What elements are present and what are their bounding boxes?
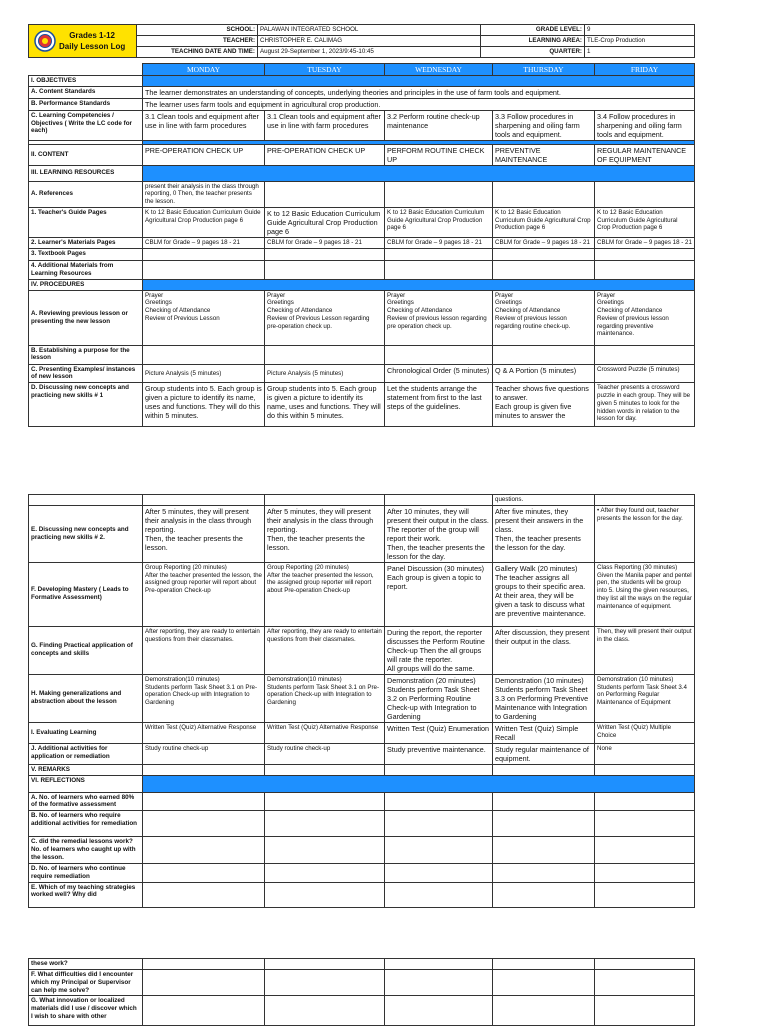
generalization-cell: Demonstration (10 minutes) Students perform Task Sheet 3.4 on Performing Regular Maintenance of Equipment: [595, 674, 695, 722]
teachers-guide-cell: K to 12 Basic Education Curriculum Guide Agricultural Crop Production page 6: [265, 207, 385, 237]
objectives-heading: I. OBJECTIVES: [29, 75, 143, 86]
generalization-cell: Demonstration(10 minutes) Students perform Task Sheet 3.1 on Pre-operation Check-up with Integration to Gardening: [143, 674, 265, 722]
content-cell: PRE-OPERATION CHECK UP: [143, 144, 265, 165]
corner-cell: [29, 63, 143, 75]
school-value: PALAWAN INTEGRATED SCHOOL: [258, 25, 481, 36]
performance-standards: The learner uses farm tools and equipment in agricultural crop production.: [143, 98, 695, 110]
procedures-label: IV. PROCEDURES: [29, 279, 143, 290]
mastery-cell: Class Reporting (30 minutes) Given the Manila paper and pentel pen, the students will be group into 5. Using the given resources, they list all the ways on the regular maintenance of equipment.: [595, 562, 695, 626]
application-label: G. Finding Practical application of concepts and skills: [29, 626, 143, 674]
presenting-cell: Q & A Portion (5 minutes): [493, 364, 595, 383]
page-3: [28, 958, 694, 1026]
additional-materials-label: 4. Additional Materials from Learning Resources: [29, 260, 143, 279]
reviewing-cell: Prayer Greetings Checking of Attendance Review of Previous Lesson: [143, 290, 265, 345]
discussing-1-cell: Let the students arrange the statement from first to the last steps of the guidelines.: [385, 383, 493, 427]
presenting-cell: Picture Analysis (5 minutes): [143, 364, 265, 383]
grade-label: GRADE LEVEL:: [481, 25, 585, 36]
quarter-label: QUARTER:: [481, 46, 585, 57]
procedures-bar: [143, 279, 695, 290]
learners-materials-cell: CBLM for Grade – 9 pages 18 - 21: [385, 237, 493, 248]
reviewing-label: A. Reviewing previous lesson or presenting the new lesson: [29, 290, 143, 345]
discussing-2-cell: After 5 minutes, they will present their analysis in the class through reporting. Then, the teacher presents the lesson.: [143, 505, 265, 562]
additional-activities-cell: None: [595, 743, 695, 764]
evaluating-cell: Written Test (Quiz) Alternative Response: [143, 722, 265, 743]
discussing-1-label: D. Discussing new concepts and practicing new skills # 1: [29, 383, 143, 427]
teacher-value: CHRISTOPHER E. CALIMAG: [258, 36, 481, 47]
presenting-cell: Crossword Puzzle (5 minutes): [595, 364, 695, 383]
learners-materials-label: 2. Learner's Materials Pages: [29, 237, 143, 248]
additional-activities-label: J. Additional activities for application or remediation: [29, 743, 143, 764]
reflection-a-label: A. No. of learners who earned 80% of the formative assessment: [29, 792, 143, 811]
reviewing-cell: Prayer Greetings Checking of Attendance Review of previous lesson regarding preventive maintenance.: [595, 290, 695, 345]
competency-cell: 3.1 Clean tools and equipment after use in line with farm procedures: [265, 110, 385, 140]
reflection-b-label: B. No. of learners who require additional activities for remediation: [29, 811, 143, 837]
quarter-value: 1: [585, 46, 695, 57]
additional-activities-cell: Study routine check-up: [143, 743, 265, 764]
content-cell: REGULAR MAINTENANCE OF EQUIPMENT: [595, 144, 695, 165]
page-1: [28, 24, 694, 427]
deped-seal-icon: [34, 30, 56, 52]
discussing-1-cell: Group students into 5. Each group is given a picture to identify its name, uses and functions. They will do this within 5 minutes.: [143, 383, 265, 427]
reflection-g-label: G. What innovation or localized materials did I use / discover which I wish to share with other: [29, 996, 143, 1026]
additional-activities-cell: Study preventive maintenance.: [385, 743, 493, 764]
purpose-label: B. Establishing a purpose for the lesson: [29, 345, 143, 364]
references-cell: present their analysis in the class through reporting, 0 Then, the teacher presents the lesson.: [143, 181, 265, 207]
teacher-label: TEACHER:: [137, 36, 258, 47]
teachers-guide-cell: K to 12 Basic Education Curriculum Guide Agricultural Crop Production page 6: [595, 207, 695, 237]
lesson-table-3: [28, 958, 695, 1026]
presenting-label: C. Presenting Examples/ instances of new lesson: [29, 364, 143, 383]
objectives-bar: [143, 75, 695, 86]
application-cell: During the report, the reporter discusses the Perform Routine Check-up Then the all groups will rate the reporter. All groups will do the same.: [385, 626, 493, 674]
discussing-2-cell: After 10 minutes, they will present their output in the class. The reporter of the group will report their work. Then, the teacher presents the lesson for the day.: [385, 505, 493, 562]
content-standards-label: A. Content Standards: [29, 86, 143, 98]
discussing-1-cell: Teacher presents a crossword puzzle in each group. They will be given 5 minutes to look for the hidden words in relation to the lesson for day.: [595, 383, 695, 427]
evaluating-cell: Written Test (Quiz) Alternative Response: [265, 722, 385, 743]
reflection-d-label: D. No. of learners who continue require remediation: [29, 863, 143, 882]
date-label: TEACHING DATE AND TIME:: [137, 46, 258, 57]
reflections-bar: [143, 775, 695, 792]
reflection-f-label: F. What difficulties did I encounter which my Principal or Supervisor can help me solve?: [29, 969, 143, 996]
learners-materials-cell: CBLM for Grade – 9 pages 18 - 21: [493, 237, 595, 248]
evaluating-cell: Written Test (Quiz) Enumeration: [385, 722, 493, 743]
day-tuesday: TUESDAY: [265, 63, 385, 75]
header-table: [28, 24, 695, 58]
competency-cell: 3.3 Follow procedures in sharpening and oiling farm tools and equipment.: [493, 110, 595, 140]
teachers-guide-cell: K to 12 Basic Education Curriculum Guide Agricultural Crop Production page 6: [493, 207, 595, 237]
title-cell: [29, 25, 137, 58]
reviewing-cell: Prayer Greetings Checking of Attendance Review of previous lesson regarding pre operation check up.: [385, 290, 493, 345]
day-friday: FRIDAY: [595, 63, 695, 75]
discussing-1-cell: Teacher shows five questions to answer. Each group is given five minutes to answer the: [493, 383, 595, 427]
generalization-cell: Demonstration (10 minutes) Students perform Task Sheet 3.3 on Performing Preventive Maintenance with Integration to Gardening: [493, 674, 595, 722]
discussing-2-cell: • After they found out, teacher presents the lesson for the day.: [595, 505, 695, 562]
page-2: [28, 494, 694, 908]
reflections-label: VI. REFLECTIONS: [29, 775, 143, 792]
continued-text: these work?: [29, 959, 143, 970]
mastery-label: F. Developing Mastery ( Leads to Formative Assessment): [29, 562, 143, 626]
day-wednesday: WEDNESDAY: [385, 63, 493, 75]
teachers-guide-cell: K to 12 Basic Education Curriculum Guide Agricultural Crop Production page 6: [385, 207, 493, 237]
references-label: A. References: [29, 181, 143, 207]
reflection-e-label: E. Which of my teaching strategies worked well? Why did: [29, 882, 143, 907]
competencies-label: C. Learning Competencies / Objectives ( Write the LC code for each): [29, 110, 143, 140]
title-line-2: Daily Lesson Log: [59, 41, 126, 51]
date-value: August 29-September 1, 2023/9:45-10:45: [258, 46, 481, 57]
presenting-cell: Picture Analysis (5 minutes): [265, 364, 385, 383]
learning-resources-label: III. LEARNING RESOURCES: [29, 165, 143, 181]
day-monday: MONDAY: [143, 63, 265, 75]
reviewing-cell: Prayer Greetings Checking of Attendance Review of Previous Lesson regarding pre-operation check up.: [265, 290, 385, 345]
continued-text: questions.: [493, 495, 595, 506]
generalization-label: H. Making generalizations and abstraction about the lesson: [29, 674, 143, 722]
reviewing-cell: Prayer Greetings Checking of Attendance Review of previous lesson regarding routine check-up.: [493, 290, 595, 345]
application-cell: After discussion, they present their output in the class.: [493, 626, 595, 674]
area-value: TLE-Crop Production: [585, 36, 695, 47]
title-line-1: Grades 1-12: [69, 30, 116, 40]
evaluating-cell: Written Test (Quiz) Simple Recall: [493, 722, 595, 743]
discussing-2-cell: After 5 minutes, they will present their analysis in the class through reporting. Then, the teacher presents the lesson.: [265, 505, 385, 562]
competency-cell: 3.2 Perform routine check-up maintenance: [385, 110, 493, 140]
resources-bar: [143, 165, 695, 181]
grade-value: 9: [585, 25, 695, 36]
generalization-cell: Demonstration(10 minutes) Students perform Task Sheet 3.1 on Pre-operation Check-up with Integration to Gardening: [265, 674, 385, 722]
application-cell: After reporting, they are ready to entertain questions from their classmates.: [265, 626, 385, 674]
application-cell: Then, they will present their output in the class.: [595, 626, 695, 674]
content-cell: PREVENTIVE MAINTENANCE: [493, 144, 595, 165]
mastery-cell: Group Reporting (20 minutes) After the teacher presented the lesson, the assigned group reporter will report about Pre-operation Check-up: [143, 562, 265, 626]
lesson-table-1: [28, 63, 695, 428]
reflection-c-label: C. did the remedial lessons work? No. of learners who caught up with the lesson.: [29, 837, 143, 864]
teachers-guide-label: 1. Teacher's Guide Pages: [29, 207, 143, 237]
generalization-cell: Demonstration (20 minutes) Students perform Task Sheet 3.2 on Performing Routine Check-up with Integration to Gardening: [385, 674, 493, 722]
teachers-guide-cell: K to 12 Basic Education Curriculum Guide Agricultural Crop Production page 6: [143, 207, 265, 237]
performance-standards-label: B. Performance Standards: [29, 98, 143, 110]
evaluating-cell: Written Test (Quiz) Multiple Choice: [595, 722, 695, 743]
mastery-cell: Panel Discussion (30 minutes) Each group is given a topic to report.: [385, 562, 493, 626]
competency-cell: 3.4 Follow procedures in sharpening and oiling farm tools and equipment.: [595, 110, 695, 140]
evaluating-label: I. Evaluating Learning: [29, 722, 143, 743]
content-cell: PRE-OPERATION CHECK UP: [265, 144, 385, 165]
area-label: LEARNING AREA:: [481, 36, 585, 47]
mastery-cell: Group Reporting (20 minutes) After the teacher presented the lesson, the assigned group reporter will report about Pre-operation Check-up: [265, 562, 385, 626]
competency-cell: 3.1 Clean tools and equipment after use in line with farm procedures: [143, 110, 265, 140]
learners-materials-cell: CBLM for Grade – 9 pages 18 - 21: [143, 237, 265, 248]
application-cell: After reporting, they are ready to entertain questions from their classmates.: [143, 626, 265, 674]
discussing-2-cell: After five minutes, they present their answers in the class. Then, the teacher presents the lesson for the day.: [493, 505, 595, 562]
mastery-cell: Gallery Walk (20 minutes) The teacher assigns all groups to their specific area. At their area, they will be given a task to discuss what are preventive maintenance.: [493, 562, 595, 626]
discussing-2-label: E. Discussing new concepts and practicing new skills # 2.: [29, 505, 143, 562]
presenting-cell: Chronological Order (5 minutes): [385, 364, 493, 383]
day-thursday: THURSDAY: [493, 63, 595, 75]
lesson-table-2: [28, 494, 695, 908]
textbook-pages-label: 3. Textbook Pages: [29, 248, 143, 260]
content-standards: The learner demonstrates an understanding of concepts, underlying theories and principles in the use of farm tools and equipment.: [143, 86, 695, 98]
content-label: II. CONTENT: [29, 144, 143, 165]
additional-activities-cell: Study routine check-up: [265, 743, 385, 764]
remarks-label: V. REMARKS: [29, 764, 143, 775]
discussing-1-cell: Group students into 5. Each group is given a picture to identify its name, uses and functions. They will do this within 5 minutes.: [265, 383, 385, 427]
content-cell: PERFORM ROUTINE CHECK UP: [385, 144, 493, 165]
school-label: SCHOOL:: [137, 25, 258, 36]
additional-activities-cell: Study regular maintenance of equipment.: [493, 743, 595, 764]
learners-materials-cell: CBLM for Grade – 9 pages 18 - 21: [265, 237, 385, 248]
learners-materials-cell: CBLM for Grade – 9 pages 18 - 21: [595, 237, 695, 248]
